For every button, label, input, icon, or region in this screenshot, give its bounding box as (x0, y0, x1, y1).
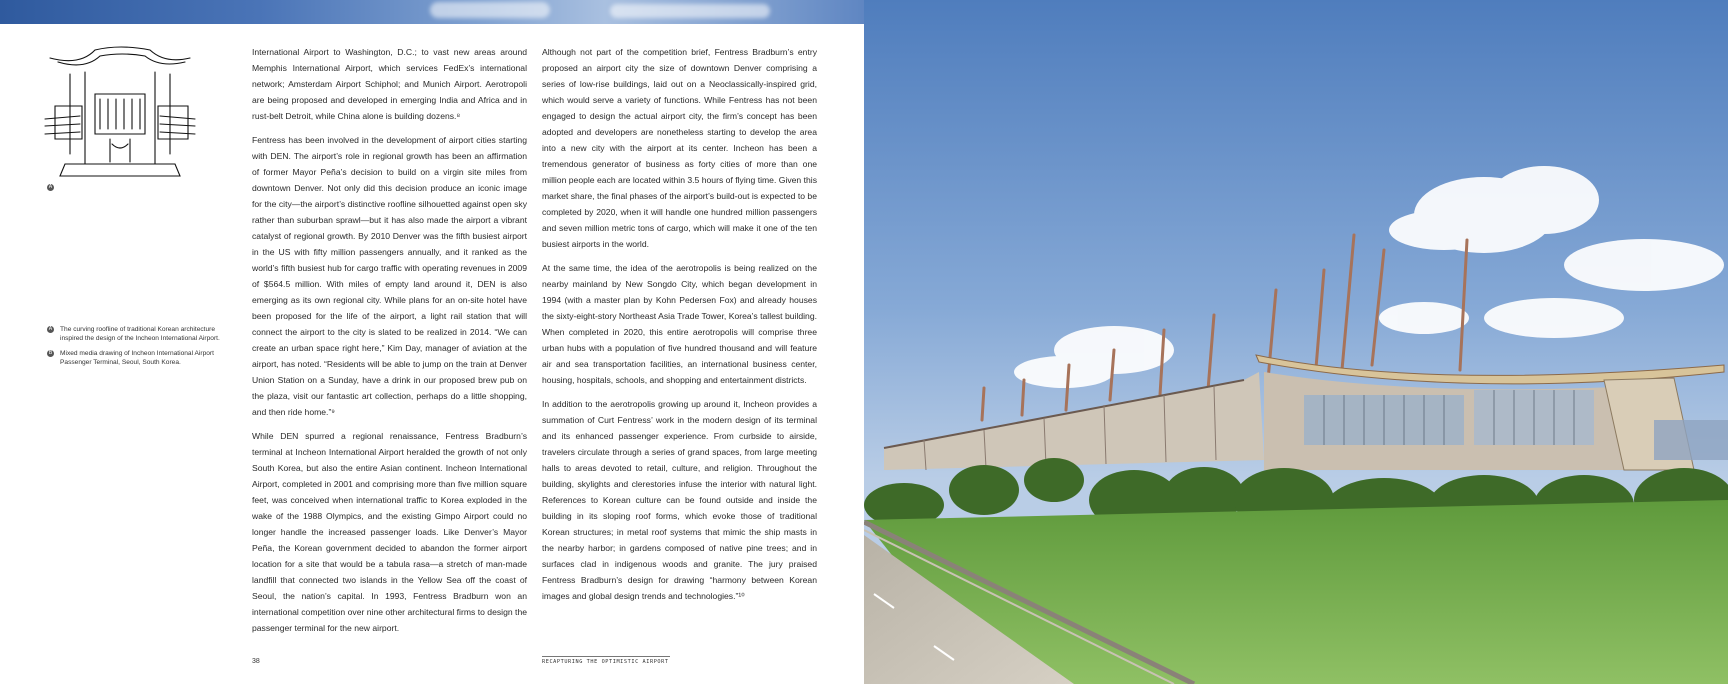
airport-terminal-illustration (864, 0, 1728, 684)
page-number: 38 (252, 658, 260, 665)
sky-image-strip (0, 0, 864, 24)
paragraph: International Airport to Washington, D.C.; to vast new areas around Memphis International Airport, which services FedEx’s international network; Amsterdam Airport Schiphol; and Munich Airport. Aerotropoli are being proposed and developed in emerging India and Africa and in rust-belt Detroit, while China alone is building dozens.⁸ (252, 47, 527, 121)
paragraph: At the same time, the idea of the aerotropolis is being realized on the nearby mainland by New Songdo City, which began development in 1994 (with a master plan by Kohn Pedersen Fox) and already houses the sixty-eight-story Northeast Asia Trade Tower, Korea’s tallest building. When completed in 2020, this entire aerotropolis will comprise three urban hubs with a population of five hundred thousand and will feature air and sea transportation facilities, an international business center, housing, hospitals, schools, and shopping and entertainment districts. (542, 263, 817, 385)
caption-a (47, 325, 237, 343)
captions (47, 325, 237, 373)
paragraph: Fentress has been involved in the development of airport cities starting with DEN. The airport’s role in regional growth has been an affirmation of former Mayor Peña’s decision to build on a virgin site miles from downtown Denver. Not only did this decision produce an iconic image for the city—the airport’s distinctive roofline silhouetted against open sky rather than suburban sprawl—but it has also made the airport a vibrant catalyst of regional growth. By 2010 Denver was the fifth busiest airport in the US with fifty million passengers annually, and it ranked as the world’s fifth busiest hub for cargo traffic with operating revenues in 2009 of $564.5 million. With miles of empty land around it, DEN is also emerging as its own regional city. While plans for an on-site hotel have been proposed for the life of the airport, a light rail station that will connect the airport to the city is slated to be realized in 2014. “We can create an urban space right here,” Kim Day, manager of aviation at the airport, has noted. “Residents will be able to jump on the train at Denver Union Station on a Sunday, have a drink in our proposed brew pub on the plaza, visit our fantastic art collection, perhaps do a little shopping, and then ride home.”⁹ (252, 135, 527, 417)
sketch-marker: A (48, 184, 53, 190)
paragraph: In addition to the aerotropolis growing up around it, Incheon provides a summation of Curt Fentress’ work in the modern design of its terminal and its enhanced passenger experience. From curbside to airside, travelers circulate through a series of grand spaces, from large meeting halls to areas devoted to retail, culture, and religion. Throughout the building, skylights and clerestories infuse the interior with natural light. References to Korean culture can be found outside and inside the building in its sloping roof forms, which evoke those of traditional Korean structures; in metal roof systems that mimic the ship masts in the nearby harbor; in gardens composed of native pine trees; and in surfaces clad in indigenous woods and granite. The jury praised Fentress Bradburn’s design for drawing “harmony between Korean images and global design trends and technologies.”¹⁰ (542, 399, 817, 601)
terminal-rendering-image (864, 0, 1728, 684)
paragraph: While DEN spurred a regional renaissance, Fentress Bradburn’s terminal at Incheon International Airport heralded the growth of not only South Korea, but also the entire Asian continent. Incheon International Airport, completed in 2001 and comprising more than five million square feet, was conceived when international traffic to Korea exploded in the wake of the 1988 Olympics, and the existing Gimpo Airport could no longer handle the increased passenger loads. Like Denver’s Mayor Peña, the Korean government decided to abandon the former airport location for a site that would be a tabula rasa—a stretch of man-made landfill that connected two islands in the Yellow Sea off the coast of Seoul, the nation’s capital. In 1993, Fentress Bradburn won an international competition over nine other architectural firms to design the passenger terminal for the new airport. (252, 431, 527, 633)
running-head: RECAPTURING THE OPTIMISTIC AIRPORT (542, 656, 670, 665)
text-column-1 (252, 44, 527, 644)
caption-a-text: The curving roofline of traditional Korean architecture inspired the design of the Incheon International Airport. (60, 326, 220, 342)
caption-b-text: Mixed media drawing of Incheon International Airport Passenger Terminal, Seoul, South Korea. (60, 350, 214, 366)
caption-b-marker: B (48, 350, 53, 356)
caption-a-marker: A (48, 326, 53, 332)
paragraph: Although not part of the competition brief, Fentress Bradburn’s entry proposed an airport city the size of downtown Denver comprising a series of low-rise buildings, laid out on a Neoclassically-inspired grid, which would serve a variety of functions. While Fentress has not been engaged to design the actual airport city, the firm’s concept has been adopted and developers are nonetheless starting to develop the area into a new city with the airport at its center. Incheon has been a tremendous generator of business as forty cities of more than one million people each are located within 3.5 hours of flying time. Given this market share, the final phases of the airport’s build-out is expected to be completed by 2020, when it will handle one hundred million passengers and seven million metric tons of cargo, which will make it one of the ten busiest airports in the world. (542, 47, 817, 249)
caption-b (47, 349, 237, 367)
text-column-2 (542, 44, 817, 612)
roofline-sketch (40, 44, 200, 184)
